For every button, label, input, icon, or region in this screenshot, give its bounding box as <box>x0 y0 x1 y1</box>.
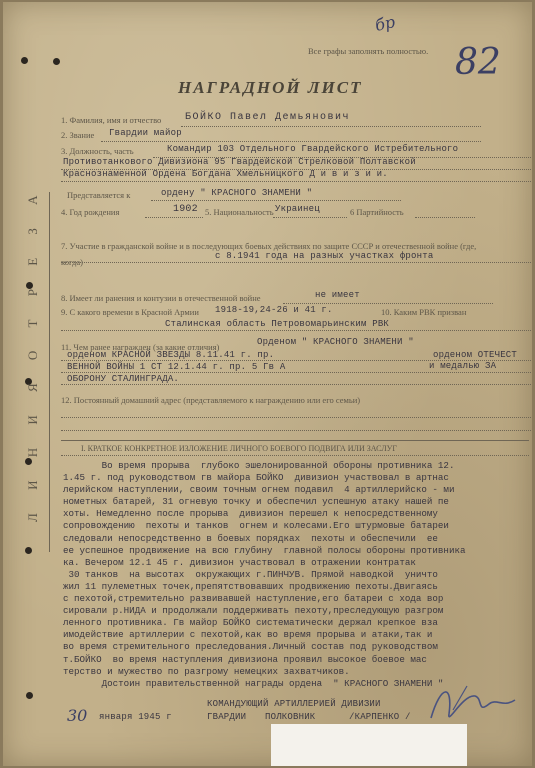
signer-name: /КАРПЕНКО / <box>349 712 411 722</box>
archive-number: 82 <box>455 42 501 83</box>
position-line-3: Краснознаменной Ордена Богдана Хмельницкого Д и в и з и и. <box>63 169 388 179</box>
field-3-label: 3. Должность, часть <box>61 146 134 156</box>
position-line-1: Командир 103 Отдельного Гвардейского Истребительного <box>167 144 459 154</box>
full-name-value: БОЙКО Павел Демьянович <box>185 112 351 123</box>
narrative-line: хоты. Немедленно после прорыва дивизион перешел к непосредственному <box>63 508 438 520</box>
signer-role-1: КОМАНДУЮЩИЙ АРТИЛЛЕРИЕЙ ДИВИЗИИ <box>207 699 381 709</box>
narrative-line: во время стремительного преследования.Личный состав под руководством <box>63 641 438 653</box>
narrative-line: т.БОЙКО во время наступления дивизиона проявил высокое боевое мас <box>63 653 427 665</box>
presented-award-value: ордену " КРАСНОГО ЗНАМЕНИ " <box>161 188 313 198</box>
narrative-line: следовали непосредственно в боевых порядках пехоты и обеспечили ее <box>63 532 438 544</box>
prior-award-1: Орденом " КРАСНОГО ЗНАМЕНИ " <box>257 337 414 347</box>
field-7-label: 7. Участие в гражданской войне и в последующих боевых действиях по защите СССР и отечественной войне (где, когда) <box>61 241 477 267</box>
punch-hole <box>25 547 32 554</box>
margin-rule <box>49 192 50 552</box>
field-5-label: 5. Национальность <box>205 207 274 217</box>
prior-award-3: ВЕННОЙ ВОЙНЫ 1 СТ 12.1.44 г. пр. 5 Гв А <box>67 362 286 372</box>
prior-award-2: орденом КРАСНОЙ ЗВЕЗДЫ 8.11.41 г. пр. <box>67 350 275 360</box>
war-participation-value: с 8.1941 года на разных участках фронта <box>215 251 434 261</box>
prior-award-1b: орденом ОТЕЧЕСТ <box>433 350 518 360</box>
rank-value: Гвардии майор <box>109 128 182 138</box>
field-10-label: 10. Каким РВК призван <box>381 307 467 317</box>
presented-label: Представляется к <box>67 190 131 200</box>
fill-instruction: Все графы заполнять полностью. <box>308 46 429 56</box>
date-day: 30 <box>67 706 88 725</box>
redaction-patch <box>271 724 467 766</box>
narrative-line: 1.45 г. под руководством гв майора БОЙКО дивизион участвовал в артнас <box>63 472 449 484</box>
narrative-text <box>63 460 465 690</box>
narrative-line: жил 11 пулеметных точек,препятствовавших продвижению пехоты.Двигаясь <box>63 580 438 592</box>
nationality-value: Украинец <box>275 204 320 214</box>
field-2-label: 2. Звание <box>61 130 95 140</box>
punch-hole <box>26 692 33 699</box>
field-6-label: 6 Партийность <box>350 207 404 217</box>
award-sheet <box>3 2 532 766</box>
conscription-office-value: Сталинская область Петровомарьинским РВК <box>165 319 390 329</box>
signer-rank: ПОЛКОВНИК <box>265 712 316 722</box>
narrative-line: с пехотой,стремительно развивавшей наступление,его батареи с хода вор <box>63 593 444 605</box>
cut-line-label: Л И Н И Я О Т Р Е З А <box>25 185 40 522</box>
date-rest: января 1945 г <box>99 712 172 722</box>
narrative-line: ее успешное продвижение на всю глубину главной полосы обороны противника <box>63 544 466 556</box>
narrative-line: Достоин правительственной награды ордена " КРАСНОГО ЗНАМЕНИ " <box>63 677 444 689</box>
narrative-divider <box>61 440 529 441</box>
page-title: НАГРАДНОЙ ЛИСТ <box>178 78 363 97</box>
position-line-2: Противотанкового Дивизиона 95 Гвардейской Стрелковой Полтавской <box>63 157 416 167</box>
punch-hole <box>53 58 60 65</box>
prior-award-4: ОБОРОНУ СТАЛИНГРАДА. <box>67 374 180 384</box>
prior-award-2b: и медалью ЗА <box>429 361 497 371</box>
narrative-line: ленного противника. Гв майор БОЙКО систематически держал крепкое вза <box>63 617 438 629</box>
corner-scribble: бр <box>373 12 397 35</box>
field-12-label: 12. Постоянный домашний адрес (представляемого к награждению или его семьи) <box>61 395 361 405</box>
narrative-line: терство и мужество по разгрому немецких захватчиков. <box>63 665 350 677</box>
birth-year-value: 1902 <box>173 204 198 215</box>
narrative-line: сопровождению пехоты и танков огнем и колесами.Его штурмовые батареи <box>63 520 449 532</box>
narrative-line: ка. Вечером 12.1 45 г. дивизион участвовал в отражении контратак <box>63 556 416 568</box>
narrative-line: нометных батарей, 31 огневую точку и обеспечил успешную атаку нашей пе <box>63 496 449 508</box>
field-1-label: 1. Фамилия, имя и отчество <box>61 115 162 125</box>
field-11-label: 11. Чем ранее награжден (за какие отличия) <box>61 342 220 352</box>
narrative-line: 30 танков на высотах окружающих г.ПИНЧУВ. Прямой наводкой уничто <box>63 568 438 580</box>
signer-role-2: ГВАРДИИ <box>207 712 247 722</box>
field-4-label: 4. Год рождения <box>61 207 120 217</box>
narrative-line: лерийском наступлении, своим точным огнем подавил 4 артиллерийско - ми <box>63 484 455 496</box>
narrative-header: I. КРАТКОЕ КОНКРЕТНОЕ ИЗЛОЖЕНИЕ ЛИЧНОГО БОЕВОГО ПОДВИГА ИЛИ ЗАСЛУГ <box>81 444 397 453</box>
narrative-line: Во время прорыва глубоко эшелонированной обороны противника 12. <box>63 460 455 471</box>
wounds-value: не имеет <box>315 290 360 300</box>
punch-hole <box>21 57 28 64</box>
field-8-label: 8. Имеет ли ранения и контузии в отечественной войне <box>61 293 261 303</box>
narrative-line: сировали р.НИДА и продолжали поддерживать пехоту,преследующую разгром <box>63 605 444 617</box>
army-since-value: 1918-19,24-26 и 41 г. <box>215 305 333 315</box>
field-9-label: 9. С какого времени в Красной Армии <box>61 307 199 317</box>
narrative-line: имодействие артиллерии с пехотой,как во время прорыва и атаки,так и <box>63 629 433 641</box>
